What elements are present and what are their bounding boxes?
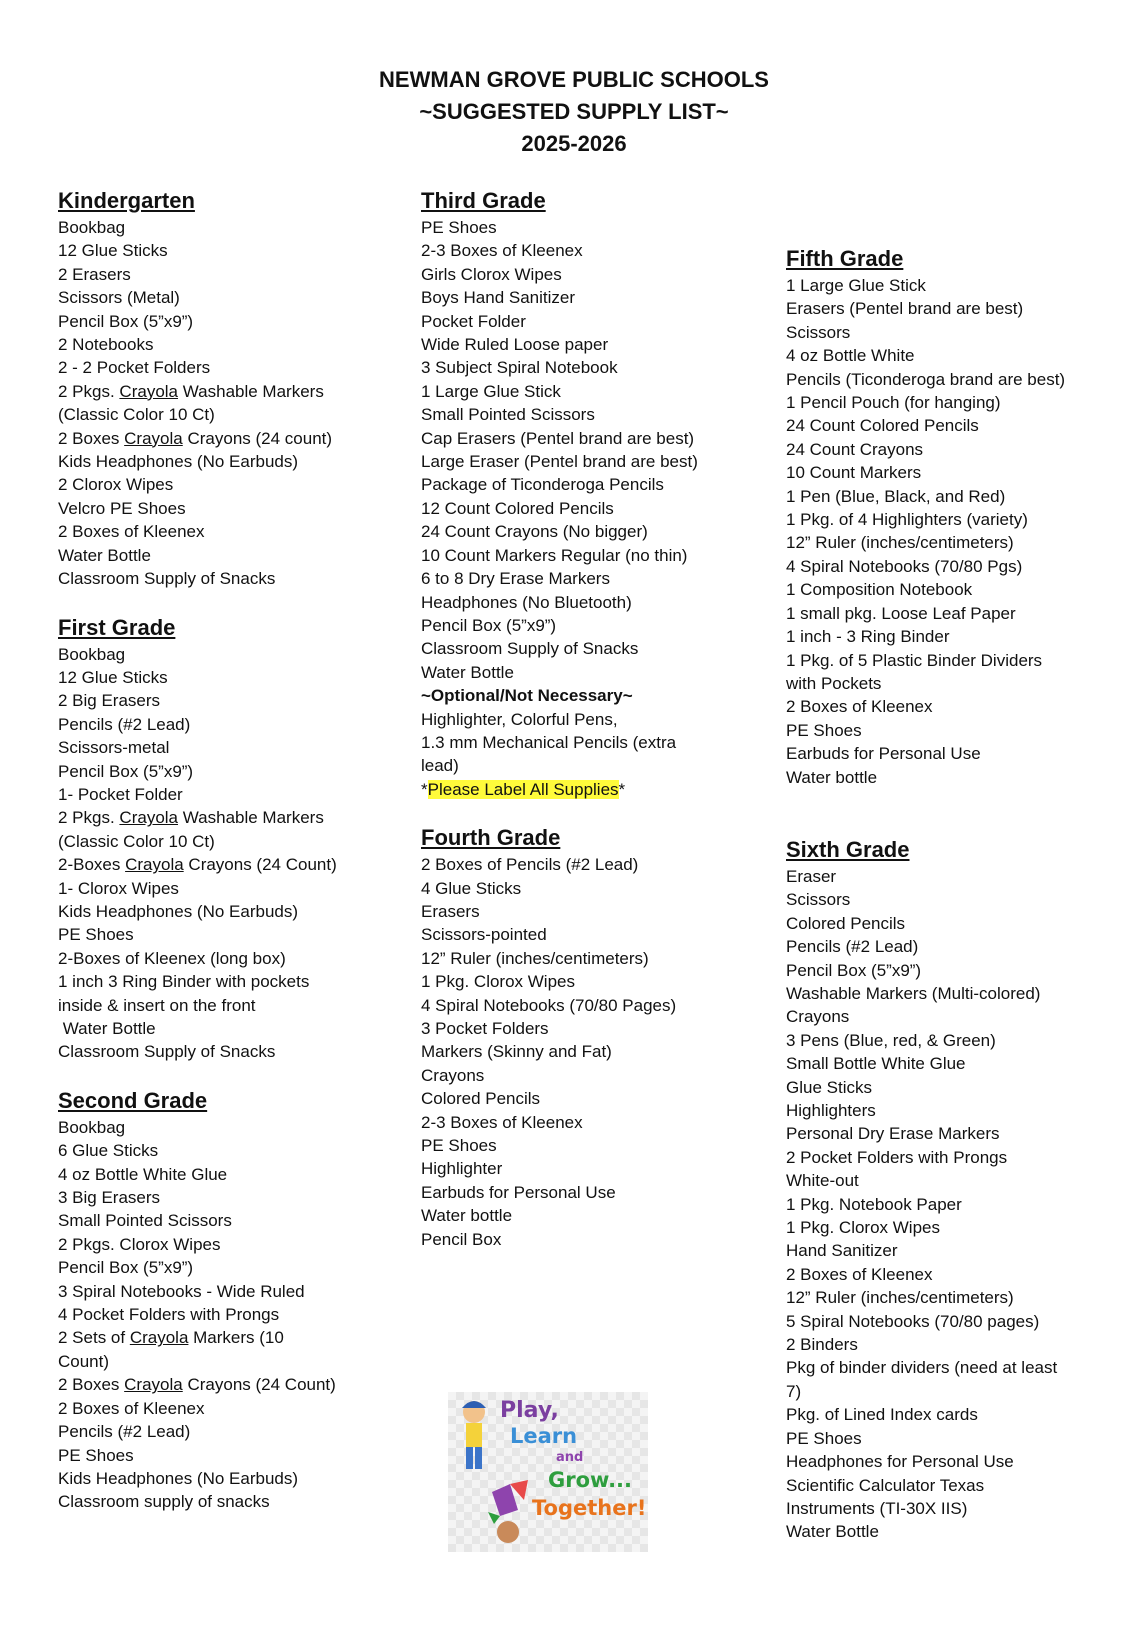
section-third-grade	[421, 186, 766, 801]
supply-item: 24 Count Crayons (No bigger)	[421, 522, 648, 542]
list-title: ~SUGGESTED SUPPLY LIST~	[419, 99, 729, 124]
supply-item: 2 - 2 Pocket Folders	[58, 358, 211, 378]
section-fifth-grade	[786, 244, 1086, 789]
supply-item: Crayons	[786, 1007, 850, 1027]
section-heading: Fourth Grade	[421, 825, 561, 851]
supply-item: 2 Pkgs. Clorox Wipes	[58, 1234, 221, 1254]
supply-item: Colored Pencils	[421, 1089, 541, 1109]
optional-list	[421, 708, 766, 778]
supply-item: PE Shoes	[786, 720, 862, 740]
supply-item: Erasers (Pentel brand are best)	[786, 299, 1024, 319]
supply-item: 12 Count Colored Pencils	[421, 498, 614, 518]
section-sixth-grade	[786, 835, 1086, 1544]
supply-item: 6 Glue Sticks	[58, 1141, 159, 1161]
supply-item: (Classic Color 10 Ct)	[58, 831, 215, 851]
supply-item: Water Bottle	[58, 545, 151, 565]
supply-item: 24 Count Crayons	[786, 439, 924, 459]
supply-item: Headphones (No Bluetooth)	[421, 592, 632, 612]
supply-item: 2 Boxes of Kleenex	[786, 697, 933, 717]
supply-item: Velcro PE Shoes	[58, 498, 186, 518]
supply-item: Scissors	[786, 890, 851, 910]
supply-item: 1 inch - 3 Ring Binder	[786, 627, 950, 647]
supply-item: 4 Glue Sticks	[421, 878, 522, 898]
supply-item: PE Shoes	[786, 1428, 862, 1448]
supply-item: 1 Pencil Pouch (for hanging)	[786, 393, 1001, 413]
supply-item: Kids Headphones (No Earbuds)	[58, 452, 299, 472]
supply-item: 2 Pocket Folders with Prongs	[786, 1147, 1008, 1167]
supply-item: 1 Large Glue Stick	[421, 381, 561, 401]
supply-item: Earbuds for Personal Use	[421, 1182, 616, 1202]
supply-item: Bookbag	[58, 218, 126, 237]
supply-item: Pencil Box (5”x9”)	[58, 1258, 194, 1278]
supply-list	[58, 216, 403, 591]
section-second-grade	[58, 1086, 403, 1514]
section-heading: Kindergarten	[58, 188, 195, 213]
supply-item: Pencil Box (5”x9”)	[421, 615, 557, 635]
supply-item: PE Shoes	[421, 1136, 497, 1156]
supply-item: 1 inch 3 Ring Binder with pockets	[58, 972, 310, 992]
supply-item: Classroom Supply of Snacks	[421, 639, 639, 659]
supply-item: Instruments (TI-30X IIS)	[786, 1498, 968, 1518]
supply-item: Water Bottle	[421, 662, 514, 682]
supply-item: 1 Pkg. of 4 Highlighters (variety)	[786, 510, 1028, 530]
supply-item: Hand Sanitizer	[786, 1241, 898, 1261]
supply-item: Bookbag	[58, 1117, 126, 1137]
supply-item: 1 Composition Notebook	[786, 580, 973, 600]
supply-item: 1- Clorox Wipes	[58, 878, 179, 898]
supply-item: 2 Sets of Crayola Markers (10	[58, 1328, 284, 1348]
supply-item: 3 Subject Spiral Notebook	[421, 358, 618, 378]
supply-item: Boys Hand Sanitizer	[421, 288, 576, 308]
supply-item: (Classic Color 10 Ct)	[58, 405, 215, 425]
optional-heading: ~Optional/Not Necessary~	[421, 686, 633, 706]
supply-item: Pkg. of Lined Index cards	[786, 1405, 978, 1425]
supply-item: Headphones for Personal Use	[786, 1452, 1014, 1472]
supply-item: 4 Spiral Notebooks (70/80 Pages)	[421, 995, 677, 1015]
section-heading: Fifth Grade	[786, 246, 904, 271]
supply-item: Cap Erasers (Pentel brand are best)	[421, 428, 695, 448]
supply-item: 4 Spiral Notebooks (70/80 Pgs)	[786, 556, 1023, 576]
column-middle	[421, 186, 766, 1251]
supply-item: 1 Pkg. of 5 Plastic Binder Dividers	[786, 650, 1043, 670]
supply-item: 12” Ruler (inches/centimeters)	[786, 1288, 1014, 1308]
supply-item: with Pockets	[786, 673, 882, 693]
supply-item: 2 Pkgs. Crayola Washable Markers	[58, 808, 324, 828]
supply-item: 3 Big Erasers	[58, 1188, 161, 1208]
supply-list	[58, 643, 403, 1064]
supply-item: 1 small pkg. Loose Leaf Paper	[786, 603, 1016, 623]
supply-item: 4 Pocket Folders with Prongs	[58, 1305, 280, 1325]
logo-word-together: Together!	[532, 1496, 647, 1520]
supply-item: 12” Ruler (inches/centimeters)	[786, 533, 1014, 553]
supply-item: Small Bottle White Glue	[786, 1054, 966, 1074]
label-note-highlight: Please Label All Supplies	[427, 779, 619, 799]
supply-item: 5 Spiral Notebooks (70/80 pages)	[786, 1311, 1040, 1331]
supply-item: White-out	[786, 1171, 859, 1191]
supply-item: Scientific Calculator Texas	[786, 1475, 985, 1495]
supply-item: lead)	[421, 756, 459, 776]
supply-item: Eraser	[786, 866, 837, 886]
supply-item: 3 Pens (Blue, red, & Green)	[786, 1030, 996, 1050]
supply-item: 1- Pocket Folder	[58, 784, 183, 804]
supply-item: 3 Pocket Folders	[421, 1019, 549, 1038]
supply-item: Kids Headphones (No Earbuds)	[58, 901, 299, 921]
supply-item: Classroom Supply of Snacks	[58, 1042, 276, 1062]
supply-item: 4 oz Bottle White Glue	[58, 1164, 228, 1184]
supply-item: Water Bottle	[58, 1019, 156, 1038]
supply-item: Small Pointed Scissors	[421, 405, 595, 425]
supply-item: Water bottle	[786, 767, 878, 787]
supply-item: 2 Big Erasers	[58, 691, 161, 711]
supply-item: 2-Boxes of Kleenex (long box)	[58, 948, 286, 968]
supply-item: 2 Binders	[786, 1335, 858, 1355]
supply-item: Crayons	[421, 1065, 485, 1085]
supply-list	[421, 216, 766, 684]
supply-item: Erasers	[421, 901, 480, 921]
supply-item: Markers (Skinny and Fat)	[421, 1042, 612, 1062]
supply-item: Count)	[58, 1351, 110, 1371]
school-name: NEWMAN GROVE PUBLIC SCHOOLS	[379, 67, 769, 92]
supply-item: 2-3 Boxes of Kleenex	[421, 1112, 583, 1132]
supply-item: 2 Boxes of Pencils (#2 Lead)	[421, 855, 639, 875]
supply-item: 4 oz Bottle White	[786, 346, 915, 366]
supply-item: 1 Pkg. Clorox Wipes	[786, 1218, 940, 1238]
supply-item: 12 Glue Sticks	[58, 241, 168, 261]
supply-item: 2 Erasers	[58, 264, 131, 284]
supply-item: Package of Ticonderoga Pencils	[421, 475, 664, 495]
supply-item: Girls Clorox Wipes	[421, 264, 562, 284]
supply-list	[58, 1116, 403, 1514]
supply-item: 2 Boxes of Kleenex	[58, 522, 205, 542]
supply-item: Classroom Supply of Snacks	[58, 569, 276, 589]
supply-item: PE Shoes	[58, 925, 134, 945]
section-heading: Third Grade	[421, 188, 546, 213]
logo-word-grow: Grow...	[548, 1468, 633, 1492]
supply-item: 12” Ruler (inches/centimeters)	[421, 948, 649, 968]
supply-item: 2 Clorox Wipes	[58, 475, 174, 495]
column-left	[58, 186, 403, 1514]
supply-item: 2 Pkgs. Crayola Washable Markers	[58, 381, 324, 401]
supply-item: 2-3 Boxes of Kleenex	[421, 241, 583, 261]
supply-item: Colored Pencils	[786, 913, 906, 933]
supply-item: Scissors-metal	[58, 738, 170, 758]
supply-item: Highlighter, Colorful Pens,	[421, 709, 618, 729]
supply-item: Large Eraser (Pentel brand are best)	[421, 452, 698, 472]
supply-item: Pencil Box (5”x9”)	[786, 960, 922, 980]
section-heading: First Grade	[58, 614, 176, 640]
supply-item: 3 Spiral Notebooks - Wide Ruled	[58, 1281, 305, 1301]
supply-item: Pencil Box (5”x9”)	[58, 311, 194, 331]
supply-item: Kids Headphones (No Earbuds)	[58, 1468, 299, 1488]
supply-item: 12 Glue Sticks	[58, 667, 168, 687]
supply-item: 6 to 8 Dry Erase Markers	[421, 569, 610, 589]
supply-item: 7)	[786, 1381, 802, 1401]
supply-item: Bookbag	[58, 644, 126, 664]
play-learn-grow-logo	[448, 1392, 648, 1552]
supply-item: Pocket Folder	[421, 311, 526, 331]
supply-item: 1 Pkg. Clorox Wipes	[421, 972, 575, 992]
supply-list	[786, 274, 1086, 789]
supply-item: 1 Pen (Blue, Black, and Red)	[786, 486, 1006, 506]
supply-item: Personal Dry Erase Markers	[786, 1124, 1000, 1144]
supply-item: Small Pointed Scissors	[58, 1211, 232, 1231]
supply-item: 2 Boxes of Kleenex	[786, 1264, 933, 1284]
supply-item: 2-Boxes Crayola Crayons (24 Count)	[58, 855, 337, 875]
supply-item: 1.3 mm Mechanical Pencils (extra	[421, 732, 677, 752]
supply-item: Scissors	[786, 322, 851, 342]
supply-item: Scissors (Metal)	[58, 288, 180, 308]
supply-item: 2 Boxes Crayola Crayons (24 count)	[58, 428, 333, 448]
section-fourth-grade	[421, 823, 766, 1251]
supply-item: Wide Ruled Loose paper	[421, 335, 609, 355]
supply-item: 10 Count Markers Regular (no thin)	[421, 545, 688, 565]
supply-item: Washable Markers (Multi-colored)	[786, 983, 1041, 1003]
section-kindergarten	[58, 186, 403, 591]
supply-item: Highlighters	[786, 1101, 876, 1120]
supply-item: Water Bottle	[786, 1522, 879, 1542]
supply-item: 24 Count Colored Pencils	[786, 416, 979, 436]
supply-list	[786, 865, 1086, 1544]
supply-item: Pencils (Ticonderoga brand are best)	[786, 369, 1066, 389]
supply-item: 10 Count Markers	[786, 463, 922, 483]
supply-item: 1 Pkg. Notebook Paper	[786, 1194, 962, 1214]
supply-item: Glue Sticks	[786, 1077, 872, 1097]
supply-item: Water bottle	[421, 1206, 513, 1226]
supply-item: 2 Boxes Crayola Crayons (24 Count)	[58, 1375, 336, 1395]
supply-item: Pencils (#2 Lead)	[58, 1422, 191, 1442]
supply-item: Scissors-pointed	[421, 925, 547, 945]
supply-item: PE Shoes	[58, 1445, 134, 1465]
school-year: 2025-2026	[521, 131, 627, 156]
supply-item: Earbuds for Personal Use	[786, 744, 981, 764]
column-right	[786, 244, 1086, 1544]
supply-item: 2 Boxes of Kleenex	[58, 1398, 205, 1418]
section-first-grade	[58, 613, 403, 1064]
supply-item: 2 Notebooks	[58, 335, 154, 355]
label-note: *Please Label All Supplies*	[421, 779, 626, 799]
document-header	[0, 64, 1148, 160]
supply-item: Pkg of binder dividers (need at least	[786, 1358, 1058, 1378]
supply-item: PE Shoes	[421, 218, 497, 237]
supply-item: 1 Large Glue Stick	[786, 276, 926, 295]
supply-item: Classroom supply of snacks	[58, 1492, 270, 1512]
logo-word-and: and	[556, 1450, 584, 1465]
logo-word-learn: Learn	[510, 1424, 578, 1448]
supply-item: Pencil Box (5”x9”)	[58, 761, 194, 781]
supply-item: Pencils (#2 Lead)	[58, 714, 191, 734]
logo-word-play: Play,	[500, 1398, 559, 1423]
supply-list	[421, 853, 766, 1251]
section-heading: Sixth Grade	[786, 836, 910, 862]
supply-item: inside & insert on the front	[58, 995, 256, 1015]
section-heading: Second Grade	[58, 1087, 208, 1113]
supply-item: Pencil Box	[421, 1229, 502, 1249]
supply-item: Highlighter	[421, 1159, 503, 1179]
supply-item: Pencils (#2 Lead)	[786, 937, 919, 957]
